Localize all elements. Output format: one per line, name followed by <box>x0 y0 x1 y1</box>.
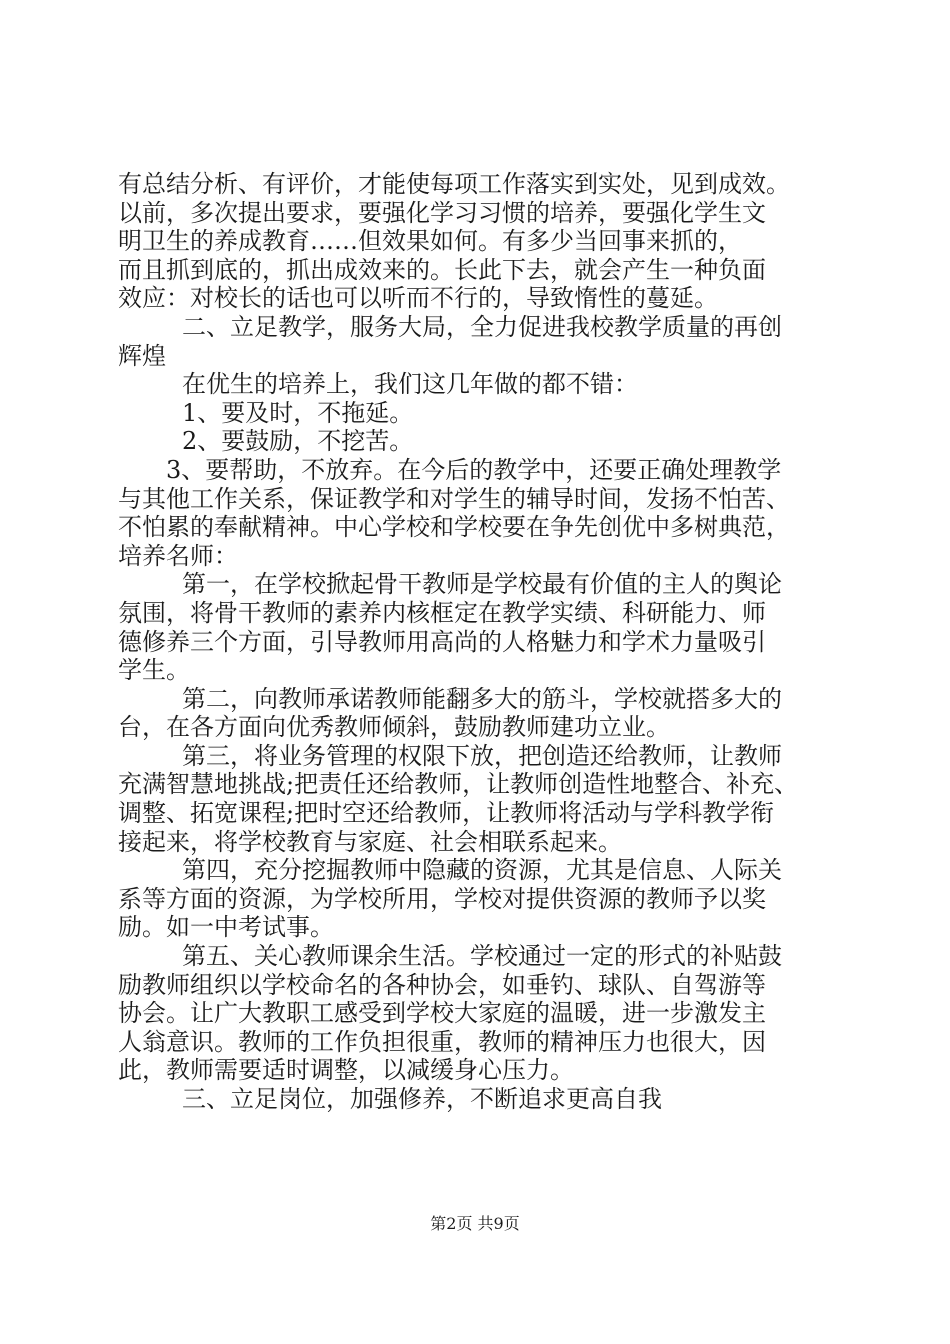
text-line: 而且抓到底的，抓出成效来的。长此下去，就会产生一种负面 <box>118 255 766 284</box>
list-item: 3、要帮助，不放弃。在今后的教学中，还要正确处理教学 <box>166 455 782 484</box>
section-heading-3: 三、立足岗位，加强修养，不断追求更高自我 <box>182 1085 662 1113</box>
text-line: 接起来，将学校教育与家庭、社会相联系起来。 <box>118 827 622 856</box>
list-item: 2、要鼓励，不挖苦。 <box>182 427 414 456</box>
text-line: 第三，将业务管理的权限下放，把创造还给教师，让教师 <box>182 741 782 770</box>
text-line: 励教师组织以学校命名的各种协会，如垂钓、球队、自驾游等 <box>118 970 766 999</box>
text-line: 辉煌 <box>118 341 166 370</box>
text-line: 不怕累的奉献精神。中心学校和学校要在争先创优中多树典范， <box>118 513 790 542</box>
text-line: 氛围，将骨干教师的素养内核框定在教学实绩、科研能力、师 <box>118 598 766 627</box>
text-line: 台，在各方面向优秀教师倾斜，鼓励教师建功立业。 <box>118 713 670 742</box>
text-line: 第一，在学校掀起骨干教师是学校最有价值的主人的舆论 <box>182 570 782 599</box>
text-line: 人翁意识。教师的工作负担很重，教师的精神压力也很大，因 <box>118 1027 766 1056</box>
text-line: 协会。让广大教职工感受到学校大家庭的温暖，进一步激发主 <box>118 999 766 1028</box>
text-line: 励。如一中考试事。 <box>118 913 334 942</box>
text-line: 充满智慧地挑战;把责任还给教师，让教师创造性地整合、补充、 <box>118 770 799 799</box>
text-line: 系等方面的资源，为学校所用，学校对提供资源的教师予以奖 <box>118 884 766 913</box>
page-number-footer: 第2页 共9页 <box>430 1214 520 1233</box>
text-line: 有总结分析、有评价，才能使每项工作落实到实处，见到成效。 <box>118 170 790 198</box>
text-line: 德修养三个方面，引导教师用高尚的人格魅力和学术力量吸引 <box>118 627 766 656</box>
text-line: 效应：对校长的话也可以听而不行的，导致惰性的蔓延。 <box>118 284 718 313</box>
text-line: 第五、关心教师课余生活。学校通过一定的形式的补贴鼓 <box>182 942 782 971</box>
text-line: 学生。 <box>118 656 190 685</box>
text-line: 此，教师需要适时调整，以减缓身心压力。 <box>118 1056 574 1085</box>
text-line: 明卫生的养成教育……但效果如何。有多少当回事来抓的， <box>118 227 742 256</box>
text-line: 以前，多次提出要求，要强化学习习惯的培养，要强化学生文 <box>118 198 766 227</box>
text-line: 第四，充分挖掘教师中隐藏的资源，尤其是信息、人际关 <box>182 856 782 885</box>
text-line: 在优生的培养上，我们这几年做的都不错： <box>182 370 638 399</box>
text-line: 与其他工作关系，保证教学和对学生的辅导时间，发扬不怕苦、 <box>118 484 790 513</box>
list-item: 1、要及时，不拖延。 <box>182 398 414 427</box>
text-line: 培养名师： <box>118 541 238 570</box>
document-body <box>118 170 834 1114</box>
text-line: 第二，向教师承诺教师能翻多大的筋斗，学校就搭多大的 <box>182 684 782 713</box>
text-line: 调整、拓宽课程;把时空还给教师，让教师将活动与学科教学衔 <box>118 799 775 828</box>
section-heading-2: 二、立足教学，服务大局，全力促进我校教学质量的再创 <box>182 312 782 341</box>
